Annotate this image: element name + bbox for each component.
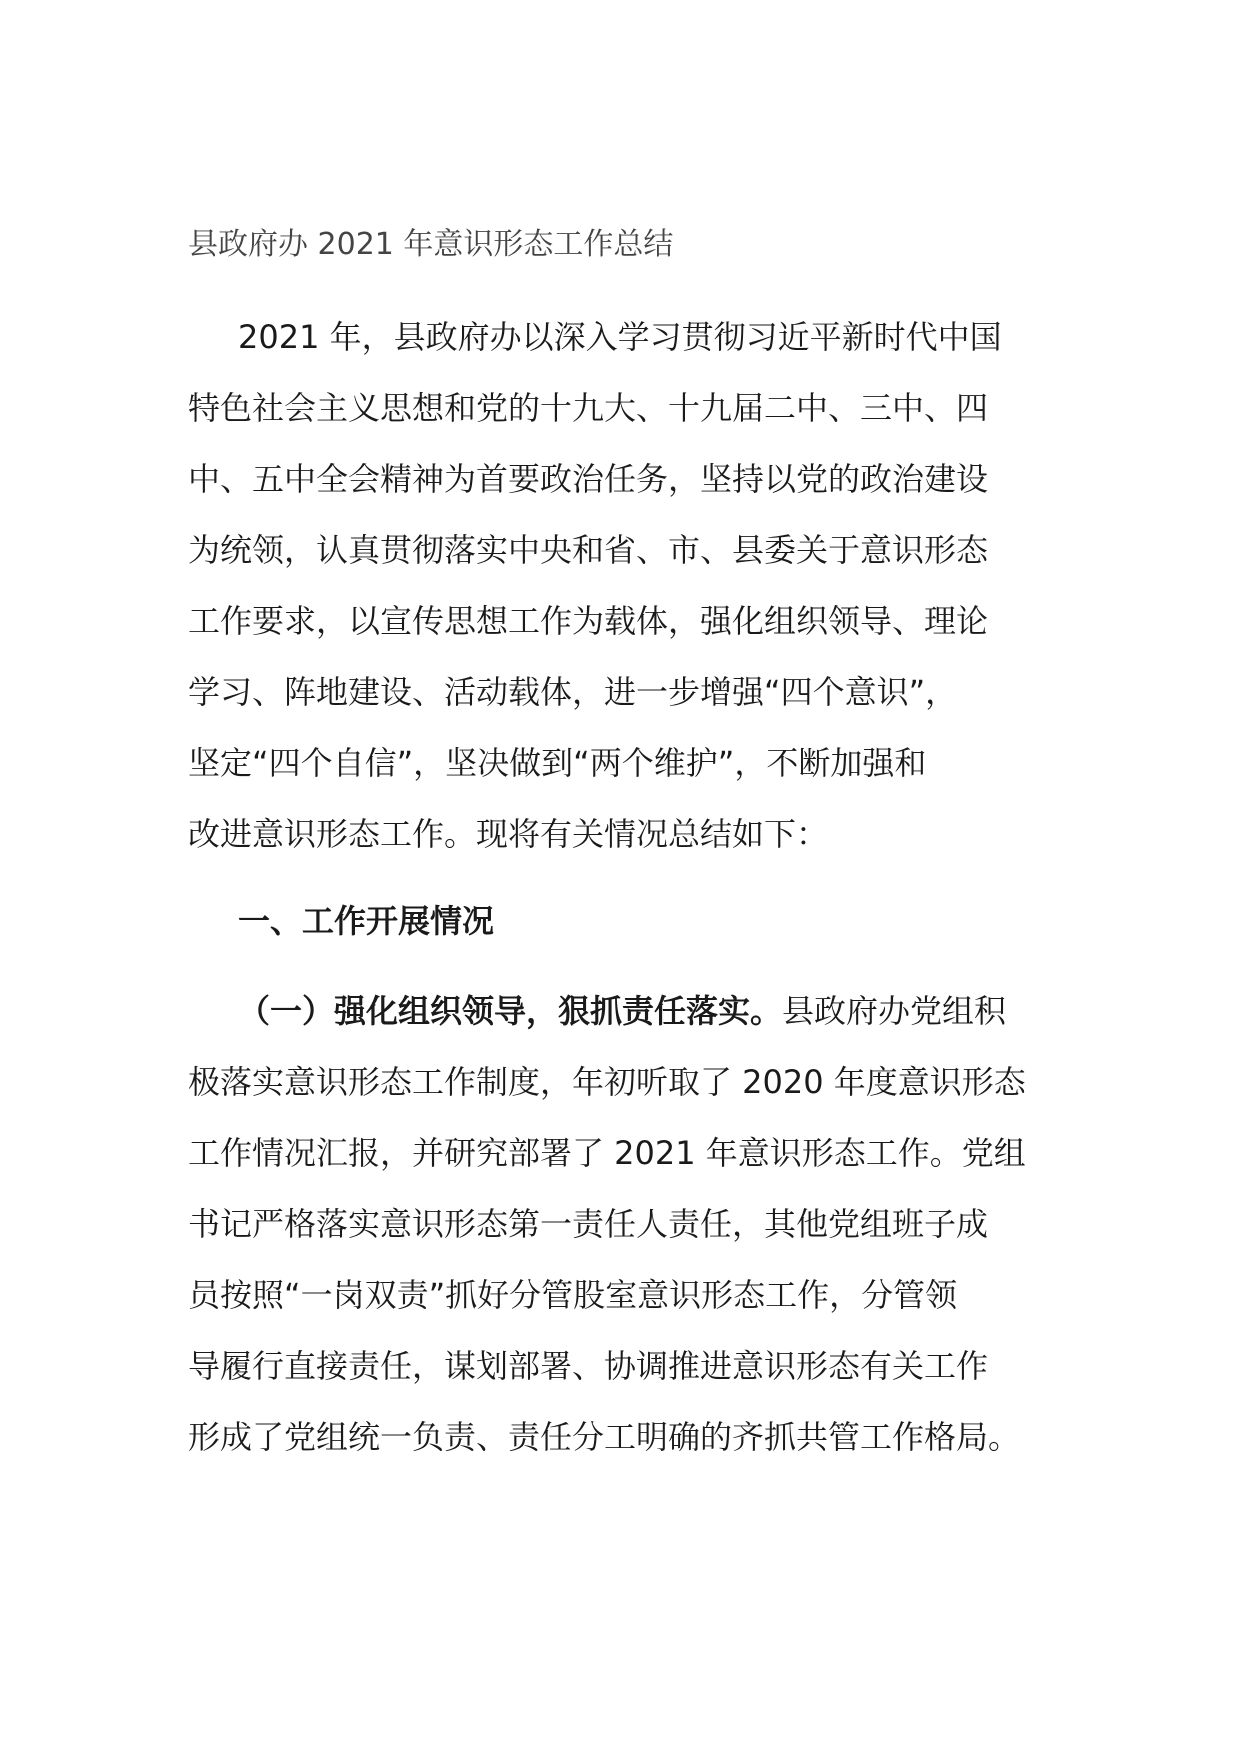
subsection-line: 极落实意识形态工作制度，年初听取了 2020 年度意识形态 (188, 1063, 1026, 1101)
intro-line: 为统领，认真贯彻落实中央和省、市、县委关于意识形态 (188, 531, 989, 569)
section-heading: 一、工作开展情况 (238, 902, 495, 940)
subsection-paragraph (188, 976, 1058, 1473)
subsection-heading: （一）强化组织领导，狠抓责任落实。 (238, 992, 783, 1030)
intro-line: 坚定“四个自信”，坚决做到“两个维护”，不断加强和 (188, 744, 927, 782)
subsection-line: 工作情况汇报，并研究部署了 2021 年意识形态工作。党组 (188, 1134, 1026, 1172)
intro-line: 中、五中全会精神为首要政治任务，坚持以党的政治建设 (188, 460, 989, 498)
intro-paragraph (188, 302, 1058, 870)
subsection-line: 员按照“一岗双责”抓好分管股室意识形态工作，分管领 (188, 1276, 958, 1314)
subsection-first-line-text: 县政府办党组积 (782, 992, 1007, 1030)
intro-line: 2021 年，县政府办以深入学习贯彻习近平新时代中国 (238, 318, 1002, 356)
subsection-line: 书记严格落实意识形态第一责任人责任，其他党组班子成 (188, 1205, 989, 1243)
subsection-first-line (188, 976, 1058, 1047)
intro-line: 工作要求，以宣传思想工作为载体，强化组织领导、理论 (188, 602, 989, 640)
intro-line: 改进意识形态工作。现将有关情况总结如下： (188, 815, 829, 853)
subsection-line: 导履行直接责任，谋划部署、协调推进意识形态有关工作 (188, 1347, 989, 1385)
document-title: 县政府办 2021 年意识形态工作总结 (188, 227, 674, 262)
subsection-line: 形成了党组统一负责、责任分工明确的齐抓共管工作格局。 (188, 1418, 1021, 1456)
intro-line: 学习、阵地建设、活动载体，进一步增强“四个意识”， (188, 673, 958, 711)
intro-line: 特色社会主义思想和党的十九大、十九届二中、三中、四 (188, 389, 989, 427)
